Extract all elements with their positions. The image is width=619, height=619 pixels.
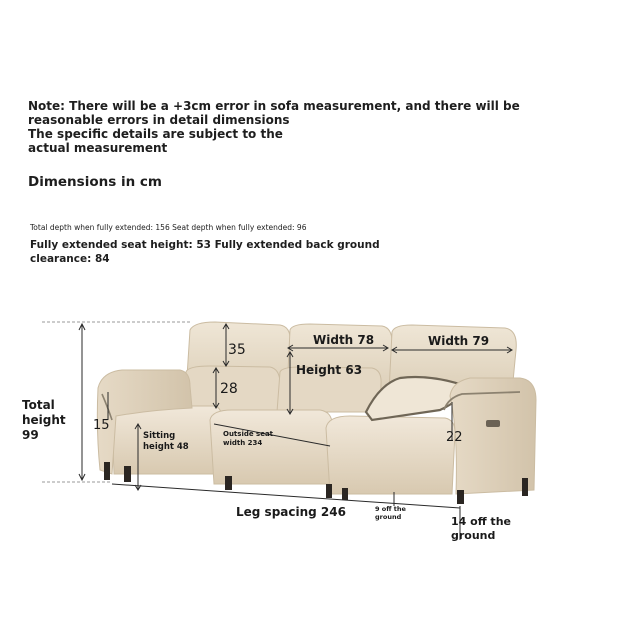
height-63-label: Height 63 <box>296 363 363 377</box>
leg <box>522 478 528 496</box>
width-right-label: Width 79 <box>428 334 490 348</box>
recliner-control-icon <box>486 420 500 427</box>
leg <box>457 490 464 504</box>
width-middle-label: Width 78 <box>313 333 375 347</box>
leg <box>326 484 332 498</box>
clearance-14-label: 14 off the ground <box>451 515 511 542</box>
back-height-label: 35 <box>228 342 246 358</box>
leg <box>104 462 110 480</box>
clearance-9-label: 9 off the ground <box>375 505 406 521</box>
depth-spec: Total depth when fully extended: 156 Seat depth when fully extended: 96 <box>30 223 307 232</box>
leg <box>342 488 348 500</box>
total-height-label: Total height 99 <box>22 398 66 442</box>
height-spec: Fully extended seat height: 53 Fully extended back ground clearance: 84 <box>30 239 380 265</box>
leg <box>124 466 131 482</box>
arm-right-label: 22 <box>446 430 463 445</box>
seat-cushion-right <box>326 416 455 494</box>
cushion-height-label: 28 <box>220 381 238 397</box>
right-arm <box>450 378 536 494</box>
dimensions-title: Dimensions in cm <box>28 174 162 190</box>
sitting-height-label: Sitting height 48 <box>143 431 189 452</box>
arm-left-label: 15 <box>93 418 110 433</box>
note-line-1: Note: There will be a +3cm error in sofa measurement, and there will be reasonable errors in detail dimensions <box>28 99 520 127</box>
outside-seat-width-label: Outside seat width 234 <box>223 430 274 447</box>
leg <box>225 476 232 490</box>
note-line-2: The specific details are subject to the actual measurement <box>28 127 283 155</box>
leg-spacing-label: Leg spacing 246 <box>236 505 346 519</box>
